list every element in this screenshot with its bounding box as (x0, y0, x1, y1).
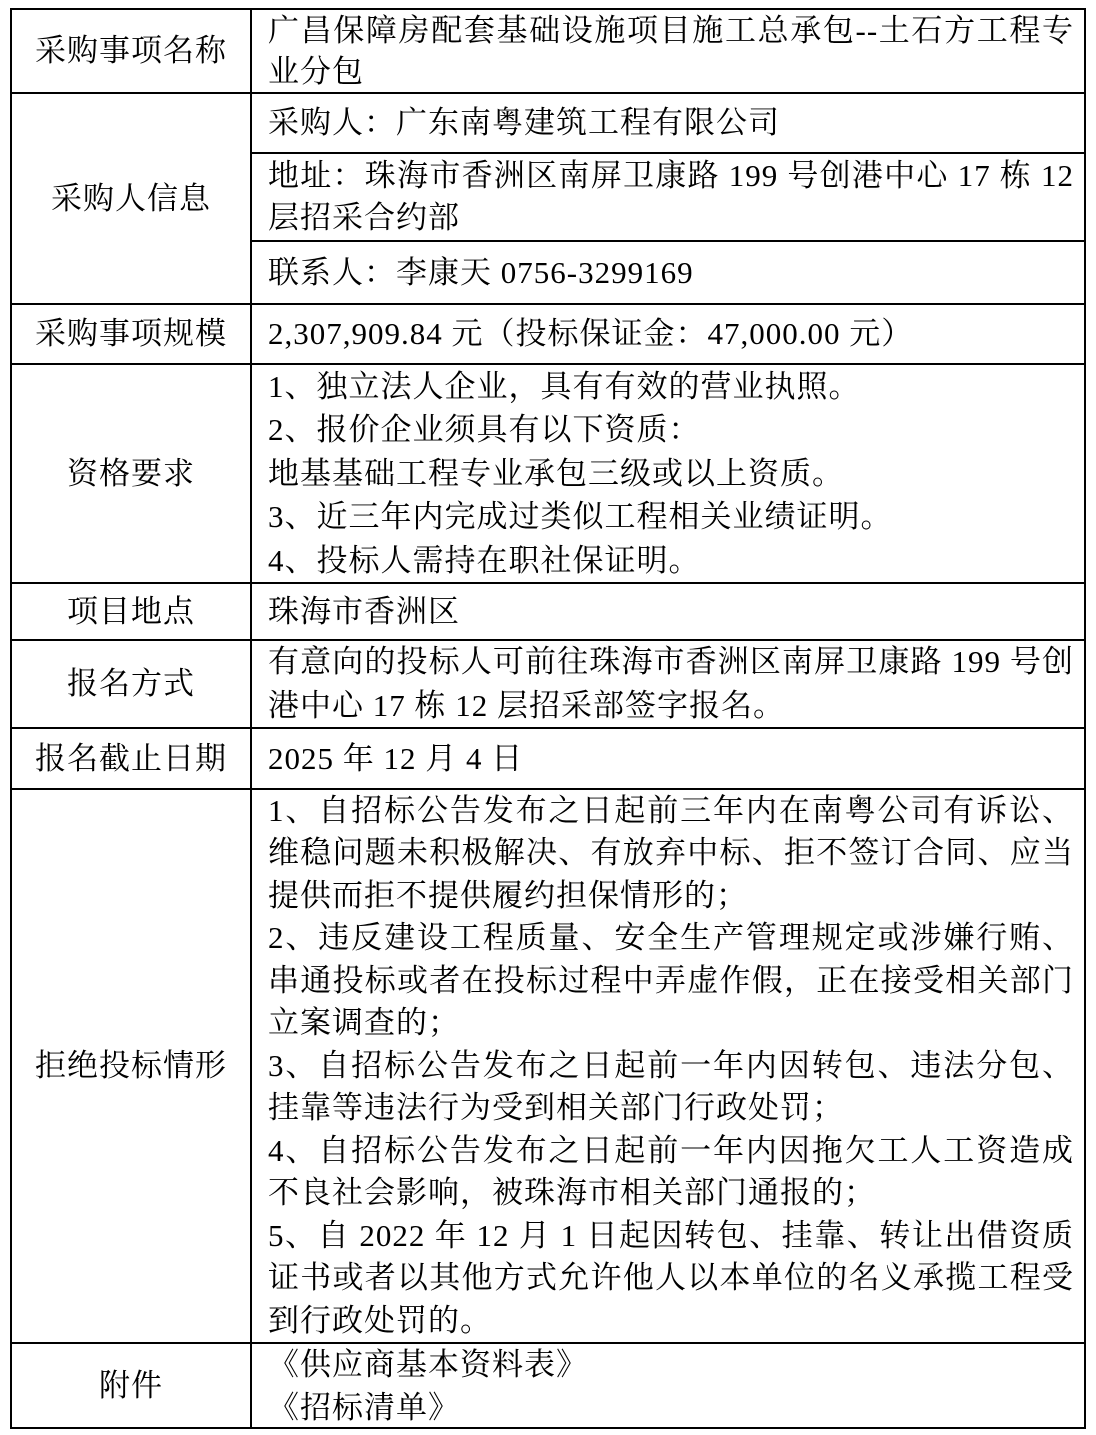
label-attachments: 附件 (12, 1344, 252, 1427)
purchaser-address-text: 地址：珠海市香洲区南屏卫康路 199 号创港中心 17 栋 12 层招采合约部 (268, 158, 1074, 235)
table-row-attachments (12, 1342, 1084, 1427)
subrow-purchaser-address (252, 152, 1084, 240)
label-purchaser-info: 采购人信息 (12, 94, 252, 303)
cell-registration-method (252, 641, 1084, 727)
label-procurement-scale: 采购事项规模 (12, 305, 252, 363)
attachment-supplier-info-form: 《供应商基本资料表》 (268, 1346, 588, 1382)
cell-registration-deadline (252, 729, 1084, 788)
table-row-qualification-requirements (12, 363, 1084, 582)
label-registration-method: 报名方式 (12, 641, 252, 727)
attachment-bid-list: 《招标清单》 (268, 1389, 460, 1425)
procurement-scale-text: 2,307,909.84 元（投标保证金：47,000.00 元） (268, 316, 914, 351)
table-row-bid-rejection-circumstances (12, 788, 1084, 1342)
project-location-text: 珠海市香洲区 (268, 593, 460, 629)
cell-attachments (252, 1344, 1084, 1427)
registration-method-text: 有意向的投标人可前往珠海市香洲区南屏卫康路 199 号创港中心 17 栋 12 层招采部签字报名。 (268, 644, 1074, 723)
subrow-purchaser-name (252, 94, 1084, 152)
subrow-purchaser-contact (252, 240, 1084, 303)
purchaser-contact-text: 联系人：李康天 0756-3299169 (268, 254, 694, 290)
registration-deadline-text: 2025 年 12 月 4 日 (268, 740, 524, 776)
rejection-item-4: 4、自招标公告发布之日起前一年内因拖欠工人工资造成不良社会影响，被珠海市相关部门通报的； (268, 1132, 1074, 1211)
table-row-registration-method (12, 639, 1084, 727)
table-row-project-location (12, 582, 1084, 639)
cell-project-location (252, 584, 1084, 639)
table-row-registration-deadline (12, 727, 1084, 788)
cell-procurement-item-name (252, 10, 1084, 92)
rejection-item-2: 2、违反建设工程质量、安全生产管理规定或涉嫌行贿、串通投标或者在投标过程中弄虚作假，正在接受相关部门立案调查的； (268, 920, 1074, 1041)
qualification-item-2-detail: 地基基础工程专业承包三级或以上资质。 (268, 455, 844, 491)
rejection-item-5: 5、自 2022 年 12 月 1 日起因转包、挂靠、转让出借资质证书或者以其他方式允许他人以本单位的名义承揽工程受到行政处罚的。 (268, 1217, 1074, 1338)
rejection-item-3: 3、自招标公告发布之日起前一年内因转包、违法分包、挂靠等违法行为受到相关部门行政处罚； (268, 1047, 1074, 1126)
label-project-location: 项目地点 (12, 584, 252, 639)
label-qualification-requirements: 资格要求 (12, 365, 252, 582)
purchaser-name-text: 采购人：广东南粤建筑工程有限公司 (268, 105, 780, 140)
table-row-purchaser-info (12, 92, 1084, 303)
label-registration-deadline: 报名截止日期 (12, 729, 252, 788)
label-bid-rejection-circumstances: 拒绝投标情形 (12, 790, 252, 1342)
procurement-item-name-text: 广昌保障房配套基础设施项目施工总承包--土石方工程专业分包 (268, 13, 1074, 89)
table-row-procurement-item-name (12, 10, 1084, 92)
cell-bid-rejection-circumstances (252, 790, 1084, 1342)
qualification-item-4: 4、投标人需持在职社保证明。 (268, 542, 701, 578)
qualification-item-2: 2、报价企业须具有以下资质： (268, 412, 701, 448)
rejection-item-1: 1、自招标公告发布之日起前三年内在南粤公司有诉讼、维稳问题未积极解决、有放弃中标、拒不签订合同、应当提供而拒不提供履约担保情形的； (268, 792, 1074, 913)
label-procurement-item-name: 采购事项名称 (12, 10, 252, 92)
cell-procurement-scale (252, 305, 1084, 363)
cell-qualification-requirements (252, 365, 1084, 582)
qualification-item-1: 1、独立法人企业，具有有效的营业执照。 (268, 368, 861, 404)
table-row-procurement-scale (12, 303, 1084, 363)
procurement-notice-table (10, 8, 1086, 1429)
cell-purchaser-info (252, 94, 1084, 303)
qualification-item-3: 3、近三年内完成过类似工程相关业绩证明。 (268, 499, 893, 535)
